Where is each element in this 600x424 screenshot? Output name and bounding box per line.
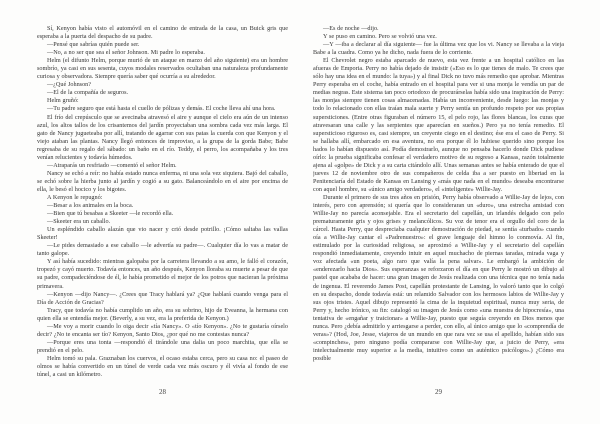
paragraph: Tracy, que todavía no había cumplido un año, era su sobrino, hijo de Eveanna, la hermana con quien ella se entendía mejor. (Beverly, a su vez, era la preferida de Kenyon.) <box>37 306 288 322</box>
paragraph: Helm (el difunto Helm, porque murió de un ataque en marzo del año siguiente) era un hombre sombrío, ya casi en sus sesenta, cuyos modales reservados ocultaban una naturaleza profundamente curiosa y observadora. Siempre quería saber qué ocurría a su alrededor. <box>37 57 288 81</box>
paragraph: —Bien que tú besabas a Skeeter —le recordó ella. <box>47 210 174 218</box>
page-left <box>37 25 288 415</box>
paragraph: —El de la compañía de seguros. <box>47 89 129 97</box>
page-number-right: 29 <box>435 388 442 396</box>
paragraph: El Chevrolet negro estaba aparcado de nuevo, esta vez frente a un hospital católico en las afueras de Emporia. Perry no había dejado de insistir («Eso es lo que tienes de malo. Te crees que sólo hay una idea en el mundo: la tuya») y al final Dick no tuvo más remedio que aprobar. Mientras Perry esperaba en el coche, había entrado en el hospital para ver si una monja le vendía un par de medias negras. Este sistema tan poco ortodoxo de procurárselas había sido una inspiración de Perry: las monjas siempre tienen cosas almacenadas. Había un inconveniente, desde luego: las monjas y todo lo relacionado con ellas traían mala suerte y Perry sentía un profundo respeto por sus propias supersticiones. (Entre otras figuraban el número 15, el pelo rojo, las flores blancas, los curas que atravesaran una calle y las serpientes que aparecían en sueños.) Pero ya no tenía remedio. El supersticioso riguroso es, casi siempre, un creyente ciego en el destino; ése era el caso de Perry. Si se hallaba allí, embarcado en esa aventura, no era porque él lo hubiese querido sino porque los hados lo habían dispuesto así. Podía demostrarlo, aunque no pensaba hacerlo donde Dick pudiese oírlo: la prueba significaba confesar el verdadero motivo de su regreso a Kansas, razón totalmente ajena al «golpe» de Dick y a su carta citándolo allí. Unas semanas antes se había enterado de que el jueves 12 de noviembre otro de sus compañeros de celda iba a ser puesto en libertad en la Penitenciaría del Estado de Kansas en Lansing y «más que nada en el mundo» deseaba encontrarse con aquel hombre, su «único amigo verdadero», el «inteligente» Willie-Jay. <box>313 57 564 193</box>
paragraph: Un espléndido caballo alazán que vio nacer y crió desde potrillo. ¡Cómo saltaba las vallas Skeeter! <box>37 226 288 242</box>
paragraph: —Skeeter era un caballo. <box>47 218 111 226</box>
paragraph: Sí, Kenyon había visto el automóvil en el camino de entrada de la casa, un Buick gris que esperaba a la puerta del despacho de su padre. <box>37 25 288 41</box>
paragraph: —Le pides demasiado a ese caballo —le advertía su padre—. Cualquier día lo vas a matar de tanto galope. <box>37 242 288 258</box>
paragraph: —¿Qué Johnson? <box>47 81 92 89</box>
paragraph: El frío del crepúsculo que se avecinaba atravesó el aire y aunque el cielo era aún de un intenso azul, los altos tallos de los crisantemos del jardín proyectaban una sombra cada vez más larga. El gato de Nancy jugueteaba por allí, tratando de agarrar con sus patas la cuerda con que Kenyon y el viejo ataban las plantas. Nancy llegó entonces de improviso, a la grupa de la gorda Babe; Babe regresaba de su regalo del sábado: un baño en el río. Teddy, el perro, los acompañaba y los tres venían relucientes y todavía húmedos. <box>37 113 288 161</box>
paragraph: Y así había sucedido: mientras galopaba por la carretera llevando a su amo, le falló el corazón, tropezó y cayó muerto. Todavía entonces, un año después, Kenyon lloraba su muerte a pesar de que su padre, compadeciéndose de él, le había prometido el mejor de los potros que nacieran la próxima primavera. <box>37 258 288 290</box>
paragraph: —Atraparás un resfriado —comentó el señor Helm. <box>47 161 177 169</box>
paragraph: —Tu padre seguro que está hasta el cuello de pólizas y demás. El coche lleva ahí una hora. <box>47 105 276 113</box>
page-right-text <box>313 25 564 381</box>
page-right <box>313 25 564 415</box>
paragraph: —Es de noche —dijo. <box>323 25 379 32</box>
paragraph: —Porque eres una tonta —respondió él tirándole una dalia un poco marchita, que ella se prendió en el pelo. <box>37 338 288 354</box>
paragraph: Helm gruñó: <box>47 97 79 105</box>
paragraph: Nancy se echó a reír: no había estado nunca enferma, ni una sola vez siquiera. Bajó del caballo, se echó sobre la hierba junto al jardín y cogió a su gato. Balanceándolo en el aire por encima de ella, le besó el hocico y los bigotes. <box>37 169 288 193</box>
paragraph: —Kenyon —dijo Nancy—. ¿Crees que Tracy hablará ya? ¿Que hablará cuando venga para el Día de Acción de Gracias? <box>37 290 288 306</box>
page-number-left: 28 <box>159 388 166 396</box>
paragraph: —No, a no ser que sea el señor Johnson. Mi padre lo esperaba. <box>47 49 205 57</box>
paragraph: —Besar a los animales en la boca. <box>47 202 134 210</box>
paragraph: —Pensé que sabrías quién puede ser. <box>47 41 140 49</box>
page-left-text <box>37 25 288 381</box>
paragraph: A Kenyon le repugnó: <box>47 193 103 201</box>
paragraph: Y se puso en camino. Pero se volvió una vez. <box>323 33 437 41</box>
paragraph: Durante el primero de sus tres años en prisión, Perry había observado a Willie-Jay de lejos, con interés, pero con aprensión; si quería que lo consideraran un «duro», una estrecha amistad con Willie-Jay no parecía aconsejable. Era el secretario del capellán, un irlandés delgado con pelo prematuramente gris y ojos grises y melancólicos. Su voz de tenor era el orgullo del coro de la cárcel. Hasta Perry, que despreciaba cualquier demostración de piedad, se sentía «turbado» cuando oía a Willie-Jay cantar el «Padrenuestro»: el grave lenguaje del himno lo conmovía. Al fin, estimulado por la curiosidad religiosa, se aproximó a Willie-Jay y el secretario del capellán respondió inmediatamente, creyendo intuir en aquel muchacho de piernas taradas, mirada vaga y voz afectada «un poeta, algo raro que valía la pena salvar». Le embargó la ambición de «enderezarlo hacia Dios». Sus esperanzas se reforzaron el día en que Perry le mostró un dibujo al pastel que acababa de hacer: una gran imagen de Jesús realizada con una técnica que no tenía nada de ingenua. El reverendo James Post, capellán protestante de Lansing, lo valoró tanto que lo colgó en su despacho, donde todavía está: un relamido Salvador con los hermosos labios de Willie-Jay y sus ojos tristes. Aquel dibujo representó la cima de la inquietud espiritual, nunca muy seria, de Perry y, hecho irónico, su fin: catalogó su imagen de Jesús como «una muestra de hipocresía», una tentativa de «engañar y traicionar» a Willie-Jay, puesto que seguía creyendo en Dios menos que nunca. Pero ¿debía admitirlo y arriesgarse a perder, con ello, al único amigo que lo «comprendía de veras»? (Hod, Joe, Jesse, viajeros de un mundo en que rara vez se usa el apellido, habían sido sus «compinches», pero ninguno podía compararse con Willie-Jay que, a juicio de Perry, «era intelectualmente muy superior a la media, intuitivo como un auténtico psicólogo».) ¿Cómo era posible <box>313 193 564 362</box>
paragraph: —Me voy a morir cuando lo oiga decir «tía Nancy». O «tío Kenyon». ¿No te gustaría oírselo decir? ¿No te encanta ser tío? Kenyon, Santo Dios, ¿por qué no me contestas nunca? <box>37 322 288 338</box>
paragraph: Helm tomó su pala. Graznaban los cuervos, el ocaso estaba cerca, pero su casa no: el paseo de olmos se había convertido en un túnel de verde cada vez más oscuro y él vivía al fondo de ese túnel, a casi un kilómetro. <box>37 354 288 379</box>
paragraph: —Y —iba a declarar al día siguiente— fue la última vez que los vi. Nancy se llevaba a la vieja Babe a la cuadra. Como ya he dicho, nada fuera de lo corriente. <box>313 41 564 57</box>
